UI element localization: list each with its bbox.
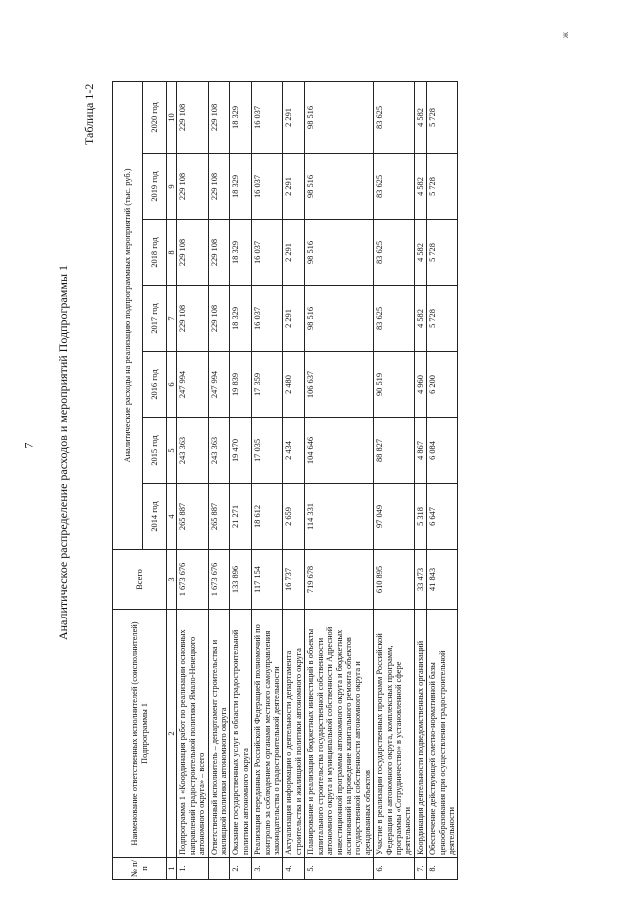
row-value: 2 291	[283, 220, 305, 286]
row-value: 19 470	[230, 418, 252, 484]
row-number: 4.	[283, 858, 305, 880]
expenses-table	[112, 81, 458, 880]
row-value: 6 200	[427, 352, 458, 418]
row-value: 229 108	[208, 286, 230, 352]
corner-mark: ж	[560, 31, 571, 39]
row-number: 1.	[177, 858, 208, 880]
row-value: 6 647	[427, 484, 458, 550]
row-value: 18 612	[252, 484, 283, 550]
row-name: Актуализация информации о деятельности департамента строительства и жилищной политики автономного округа	[283, 610, 305, 858]
row-value: 98 516	[305, 220, 374, 286]
row-value: 247 994	[177, 352, 208, 418]
row-value: 265 887	[208, 484, 230, 550]
column-number: 2	[167, 610, 177, 858]
column-number: 7	[167, 286, 177, 352]
row-value: 4 582	[414, 220, 426, 286]
row-value: 2 291	[283, 154, 305, 220]
column-number: 1	[167, 858, 177, 880]
row-value: 16 037	[252, 286, 283, 352]
row-number	[208, 858, 230, 880]
row-value: 4 582	[414, 286, 426, 352]
row-value: 5 728	[427, 81, 458, 153]
row-value: 243 363	[208, 418, 230, 484]
row-value: 19 839	[230, 352, 252, 418]
row-value: 114 331	[305, 484, 374, 550]
row-total: 33 473	[414, 550, 426, 610]
header-total: Всего	[113, 550, 167, 610]
column-number: 10	[167, 81, 177, 153]
row-number: 5.	[305, 858, 374, 880]
row-number: 7.	[414, 858, 426, 880]
row-name: Ответственный исполнитель – департамент строительства и жилищной политики автономного округа	[208, 610, 230, 858]
row-value: 229 108	[177, 286, 208, 352]
row-value: 18 329	[230, 286, 252, 352]
row-total: 16 737	[283, 550, 305, 610]
row-value: 16 037	[252, 81, 283, 153]
row-value: 2 480	[283, 352, 305, 418]
row-value: 83 625	[374, 286, 415, 352]
row-value: 2 291	[283, 81, 305, 153]
row-value: 90 519	[374, 352, 415, 418]
row-value: 18 329	[230, 220, 252, 286]
row-value: 2 659	[283, 484, 305, 550]
row-value: 17 035	[252, 418, 283, 484]
row-total: 610 895	[374, 550, 415, 610]
row-value: 16 037	[252, 154, 283, 220]
row-value: 16 037	[252, 220, 283, 286]
header-year: 2019 год	[143, 154, 167, 220]
row-total: 1 673 676	[177, 550, 208, 610]
row-total: 719 678	[305, 550, 374, 610]
header-name: Наименование ответственных исполнителей (соисполнителей) Подпрограммы 1	[113, 610, 167, 858]
table-row	[427, 81, 458, 879]
row-name: Обеспечение действующей сметно-нормативной базы ценообразования при осуществлении градостроительной деятельности	[427, 610, 458, 858]
row-value: 2 291	[283, 286, 305, 352]
header-year: 2020 год	[143, 81, 167, 153]
row-name: Координация деятельности подведомственных организаций	[414, 610, 426, 858]
row-value: 5 728	[427, 220, 458, 286]
row-value: 229 108	[208, 154, 230, 220]
row-value: 98 516	[305, 286, 374, 352]
row-value: 265 887	[177, 484, 208, 550]
header-analytic: Аналитические расходы на реализацию подпрограммных мероприятий (тыс. руб.)	[113, 81, 143, 549]
table-row	[414, 81, 426, 879]
row-total: 1 673 676	[208, 550, 230, 610]
row-value: 229 108	[177, 220, 208, 286]
row-number: 2.	[230, 858, 252, 880]
row-value: 5 318	[414, 484, 426, 550]
row-value: 229 108	[208, 81, 230, 153]
row-value: 2 434	[283, 418, 305, 484]
row-value: 83 625	[374, 81, 415, 153]
page-number: 7	[21, 442, 36, 449]
row-value: 83 625	[374, 154, 415, 220]
header-year: 2015 год	[143, 418, 167, 484]
row-value: 97 049	[374, 484, 415, 550]
row-name: Подпрограмма 1 «Координация работ по реализации основных направлений градостроительной политики Ямало-Ненецкого автономного округа» – всего	[177, 610, 208, 858]
row-value: 17 359	[252, 352, 283, 418]
header-year: 2014 год	[143, 484, 167, 550]
row-number: 3.	[252, 858, 283, 880]
row-value: 4 867	[414, 418, 426, 484]
row-value: 98 516	[305, 154, 374, 220]
column-number: 6	[167, 352, 177, 418]
row-value: 98 516	[305, 81, 374, 153]
row-value: 229 108	[177, 154, 208, 220]
row-number: 8.	[427, 858, 458, 880]
row-value: 18 329	[230, 81, 252, 153]
row-total: 117 154	[252, 550, 283, 610]
document-title: Аналитическое распределение расходов и мероприятий Подпрограммы 1	[56, 264, 70, 641]
header-year: 2017 год	[143, 286, 167, 352]
row-value: 229 108	[177, 81, 208, 153]
table-row	[374, 81, 415, 879]
row-value: 4 582	[414, 154, 426, 220]
row-value: 243 363	[177, 418, 208, 484]
row-value: 21 271	[230, 484, 252, 550]
table-row	[230, 81, 252, 879]
header-no: № п/п	[113, 858, 167, 880]
column-number: 8	[167, 220, 177, 286]
row-value: 5 728	[427, 286, 458, 352]
row-value: 88 827	[374, 418, 415, 484]
row-value: 4 960	[414, 352, 426, 418]
row-value: 18 329	[230, 154, 252, 220]
row-name: Реализация переданных Российской Федерацией полномочий по контролю за соблюдением органами местного самоуправления законодательства о градостроительной деятельности	[252, 610, 283, 858]
table-row	[208, 81, 230, 879]
row-value: 6 084	[427, 418, 458, 484]
row-value: 83 625	[374, 220, 415, 286]
header-year: 2018 год	[143, 220, 167, 286]
row-value: 247 994	[208, 352, 230, 418]
column-number: 5	[167, 418, 177, 484]
row-total: 41 843	[427, 550, 458, 610]
row-value: 104 646	[305, 418, 374, 484]
header-year: 2016 год	[143, 352, 167, 418]
row-name: Участие в реализации государственных программ Российской Федерации и автономного округа, комплексных программ, программы «Сотрудничество» в установленной сфере деятельности	[374, 610, 415, 858]
table-row	[177, 81, 208, 879]
table-row	[252, 81, 283, 879]
row-number: 6.	[374, 858, 415, 880]
row-value: 106 637	[305, 352, 374, 418]
column-number: 4	[167, 484, 177, 550]
row-name: Планирование и реализация бюджетных инвестиций в объекты капитального строительства государственной собственности автономного округа и муниципальной собственности Адресной инвестиционной программы автономного округа и бюджетных ассигнований на проведение капитального ремонта объектов государственной собственности автономного округа и арендованных объектов	[305, 610, 374, 858]
row-value: 5 728	[427, 154, 458, 220]
row-name: Оказание государственных услуг в области градостроительной политики автономного округа	[230, 610, 252, 858]
table-row	[305, 81, 374, 879]
row-total: 133 896	[230, 550, 252, 610]
row-value: 4 582	[414, 81, 426, 153]
column-number: 3	[167, 550, 177, 610]
row-value: 229 108	[208, 220, 230, 286]
column-number: 9	[167, 154, 177, 220]
table-label: Таблица 1-2	[82, 83, 96, 145]
table-row	[283, 81, 305, 879]
